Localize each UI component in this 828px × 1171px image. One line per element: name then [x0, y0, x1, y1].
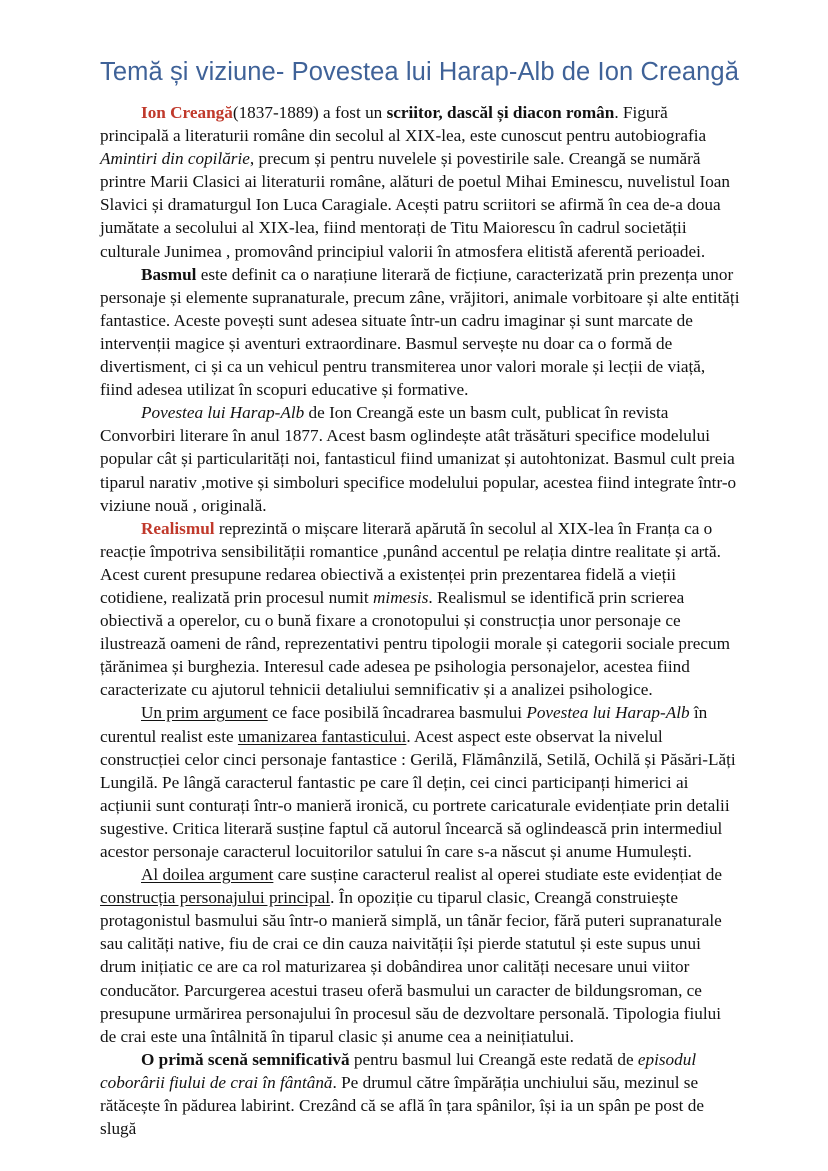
paragraph-p1-ion-creanga-biography	[100, 101, 740, 263]
text-run: de Ion Creangă este un basm cult, publicat în revista Convorbiri literare în anul 1877. Acest basm oglindește atât trăsături specifice modelului popular cât și particularități noi, fantasticul fiind umanizat și autohtonizat. Basmul cult preia tiparul narativ ,motive și simboluri specifice modelului popular, acestea fiind integrate într-o viziune nouă , originală.	[100, 403, 737, 515]
text-run-italic: Amintiri din copilărie	[100, 149, 250, 169]
text-run-highlight: Realismul	[141, 518, 215, 538]
paragraph-p6-al-doilea-argument	[100, 863, 740, 1048]
text-run-bold: scriitor, dascăl și diacon român	[386, 103, 615, 122]
paragraph-p7-prima-scena-semnificativa	[100, 1048, 740, 1140]
text-run-bold: Basmul	[141, 264, 197, 284]
text-run: este definit ca o narațiune literară de ficțiune, caracterizată prin prezența unor personaje și elemente supranaturale, precum zâne, vrăjitori, animale vorbitoare și alte entități fantastice. Aceste povești sunt adesea situate într-un cadru imaginar și sunt marcate de intervenții magice și aventuri extraordinare. Basmul servește nu doar ca o formă de divertisment, ci și ca un vehicul pentru transmiterea unor valori morale și lecții de viață, fiind adesea utilizat în scopuri educative și formative.	[100, 264, 740, 400]
text-run-underline: construcția personajului principal	[100, 888, 331, 908]
text-run-underline: umanizarea fantasticului	[237, 726, 407, 746]
text-run-italic: mimesis	[373, 587, 429, 607]
paragraph-p3-harap-alb-basm-cult	[100, 401, 740, 516]
paragraph-p5-un-prim-argument	[100, 701, 740, 863]
text-run: (1837-1889) a fost un	[232, 103, 387, 122]
text-run: . Realismul se identifică prin scrierea obiectivă a operelor, cu o bună fixare a cronotopului și construcția unor personaje ce ilustrează oameni de rând, reprezentativi pentru tipologii morale și categorii sociale precum țărănimea și burghezia. Interesul cade adesea pe psihologia personajelor, acestea fiind caracterizate cu ajutorul tehnicii detaliului semnificativ și a analizei psihologice.	[100, 587, 730, 700]
text-run: . În opoziție cu tiparul clasic, Creangă construiește protagonistul basmului său într-o manieră simplă, un tânăr fecior, fără puteri supranaturale sau calități native, fiu de crai ce din cauza naivității își pierde statutul și este supus unui drum inițiatic ce are ca rol maturizarea și dobândirea unor calități necesare unui viitor conducător. Parcurgerea acestui traseu oferă basmului un caracter de bildungsroman, ce presupune urmărirea personajului în procesul său de dezvoltare personală. Tipologia fiului de crai este una întâlnită în tiparul clasic și anume cea a neinițiatului.	[100, 888, 722, 1046]
text-run: ce face posibilă încadrarea basmului	[267, 703, 527, 723]
text-run-bold: O primă scenă semnificativă	[141, 1049, 350, 1069]
text-run-underline: Al doilea argument	[141, 865, 274, 885]
paragraph-p4-realismul	[100, 517, 740, 702]
document-body	[100, 55, 740, 1140]
text-run-underline: Un prim argument	[141, 703, 268, 723]
text-run-highlight: Ion Creangă	[141, 103, 233, 122]
text-run: . Pe drumul către împărăția unchiului său, mezinul se rătăcește în pădurea labirint. Crezând că se află în țara spânilor, își ia un spân pe post de slugă	[100, 1072, 704, 1139]
paragraph-p2-basmul-definition	[100, 263, 740, 402]
text-run: în curentul realist este	[100, 703, 708, 746]
text-run: care susține caracterul realist al operei studiate este evidențiat de	[273, 865, 722, 885]
page-title: Temă și viziune- Povestea lui Harap-Alb de Ion Creangă	[100, 58, 739, 86]
text-run-italic: Povestea lui Harap-Alb	[526, 703, 690, 723]
text-run: , precum și pentru nuvelele și povestirile sale. Creangă se numără printre Marii Clasici ai literaturii române, alături de poetul Mihai Eminescu, nuvelistul Ioan Slavici și dramaturgul Ion Luca Caragiale. Acești patru scriitori se afirmă în cea de-a doua jumătate a secolului al XIX-lea, fiind mentorați de Titu Maiorescu în cadrul societății culturale Junimea , promovând principiul valorii în atmosfera elitistă aferentă perioadei.	[100, 149, 731, 261]
text-run: reprezintă o mișcare literară apărută în secolul al XIX-lea în Franța ca o reacție împotriva sensibilității romantice ,punând accentul pe relația dintre realitate și artă. Acest curent presupune redarea obiectivă a existenței prin prezentarea fidelă a vieții cotidiene, realizată prin procesul numit	[100, 518, 721, 607]
text-run: . Figură principală a literaturii române din secolul al XIX-lea, este cunoscut pentru autobiografia	[100, 103, 707, 146]
paragraph-list	[100, 101, 740, 1140]
text-run-italic: episodul coborârii fiului de crai în fântână	[100, 1049, 697, 1092]
text-run: . Acest aspect este observat la nivelul construcției celor cinci personaje fantastice : Gerilă, Flămânzilă, Setilă, Ochilă și Păsări-Lăți Lungilă. Pe lângă caracterul fantastic pe care îl dețin, cei cinci participanți himerici ai acțiunii sunt conturați într-o manieră ironică, cu portrete caricaturale evidențiate prin detalii sugestive. Critica literară susține faptul că autorul încearcă să oglindească prin intermediul acestor personaje caracterul locuitorilor satului în care s-a născut și anume Humulești.	[100, 726, 736, 861]
text-run-italic: Povestea lui Harap-Alb	[141, 403, 305, 423]
text-run: pentru basmul lui Creangă este redată de	[349, 1049, 638, 1069]
